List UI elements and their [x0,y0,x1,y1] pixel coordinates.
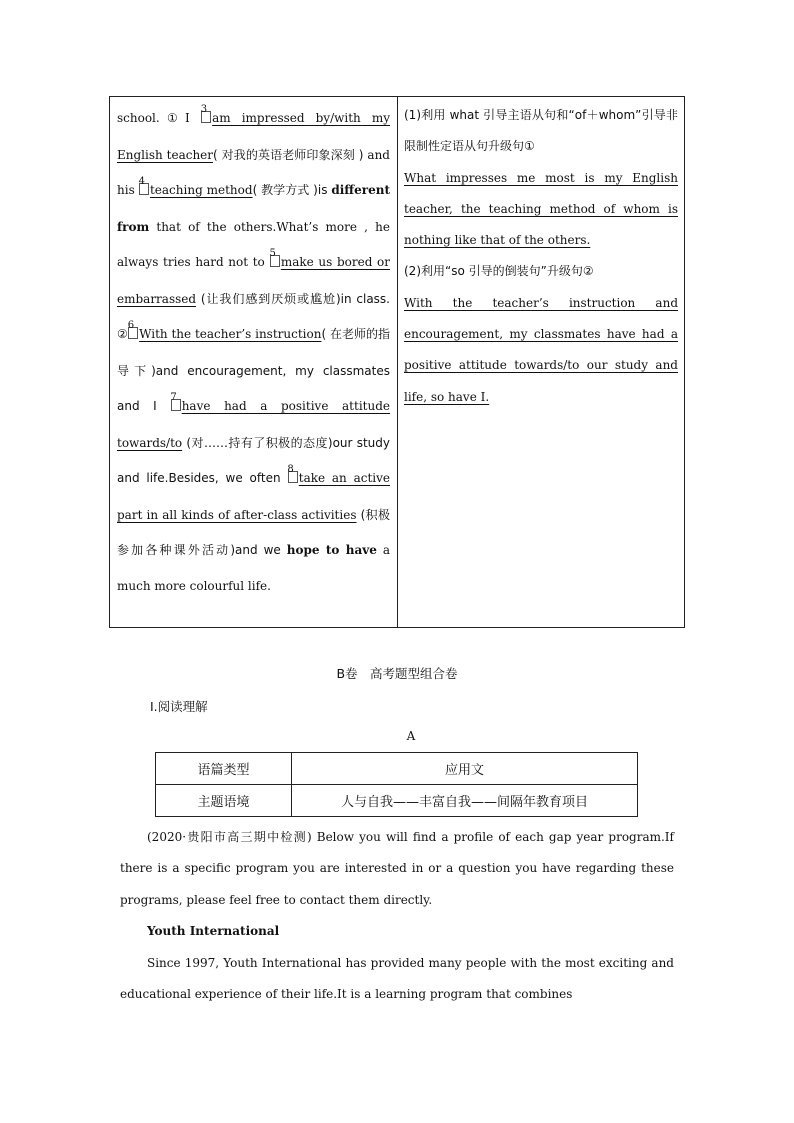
table-row [156,753,638,785]
bold-phrase: different from [117,183,390,234]
blank-number: 8 [287,464,294,475]
right-cell-upgrades [404,100,678,413]
upgrade-heading-1: (1)利用 what 引导主语从句和“of＋whom”引导非限制性定语从句升级句① [404,108,678,154]
text-segment: ( 教学方式 )is [252,183,332,197]
left-cell-passage [117,101,390,604]
blank-number: 7 [170,392,177,403]
upgrade-heading-2: (2)利用“so 引导的倒装句”升级句② [404,264,594,279]
bold-phrase: hope to have [286,543,377,557]
text-segment: and his [117,147,390,197]
answer-7: have had a positive attitude towards/to [117,399,391,450]
text-segment: a much more colourful life. [117,543,391,593]
program-heading: Youth International [147,924,280,939]
blank-number: 3 [200,104,208,115]
reading-passage [120,822,674,1010]
upgrade-answer-1: What impresses me most is my English teacher, the teaching method of whom is nothing like that of the others. [404,170,678,248]
passage-info-table [155,752,638,817]
text-segment: ( 对我的英语老师印象深刻 ) [213,147,364,162]
passage-label: A [406,729,416,743]
text-segment: (对……持有了积极的态度)our study and life.Besides, we often [117,435,390,485]
text-segment: ( 在老师的指导下)and encouragement, my classmates and I [117,327,390,413]
answer-3: am impressed by/with my English teacher [117,111,390,162]
intro-paragraph: (2020·贵阳市高三期中检测) Below you will find a profile of each gap year program.If there is a specific program you are interested in or a question you have regarding these programs, please feel free to contact them directly. [120,830,674,907]
text-segment: school.①I [117,111,201,125]
text-segment: (让我们感到厌烦或尴尬)in class. ② [117,291,390,341]
info-value: 人与自我——丰富自我——间隔年教育项目 [292,785,638,817]
answer-4: teaching method [149,183,253,197]
text-segment: that of the others.What’s more , he always tries hard not to [117,219,390,269]
answer-5: make us bored or embarrassed [117,255,390,306]
table-row [156,785,638,817]
program-paragraph: Since 1997, Youth International has provided many people with the most exciting and educational experience of their life.It is a learning program that combines [120,955,674,1002]
info-value: 应用文 [292,753,638,785]
answer-8: take an active part in all kinds of after-class activities [117,471,390,522]
answer-6: With the teacher’s instruction [139,327,322,341]
column-divider [397,97,398,627]
upgrade-answer-2: With the teacher’s instruction and encouragement, my classmates have had a positive attitude towards/to our study and life, so have I. [404,295,678,404]
info-key: 语篇类型 [156,753,292,785]
info-key: 主题语境 [156,785,292,817]
blank-number: 4 [138,176,145,187]
text-segment: (积极参加各种课外活动)and we [117,507,391,557]
blank-number: 6 [127,320,135,331]
blank-number: 5 [269,248,276,259]
part-heading: Ⅰ.阅读理解 [150,699,208,714]
answer-table [109,96,685,628]
section-title: B卷 高考题型组合卷 [336,666,458,681]
